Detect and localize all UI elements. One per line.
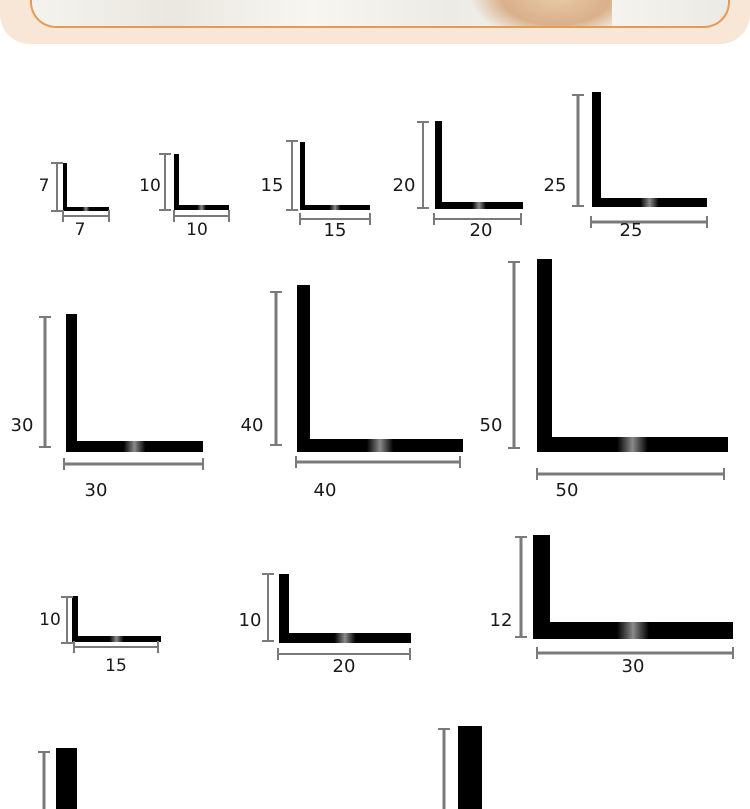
height-label: 10 bbox=[139, 176, 161, 196]
profile-vertical-leg bbox=[537, 259, 552, 452]
height-label: 7 bbox=[38, 176, 50, 196]
profile-vertical-leg bbox=[174, 154, 179, 210]
width-label: 30 bbox=[84, 480, 108, 501]
profile-horizontal-leg bbox=[592, 198, 707, 207]
width-label: 30 bbox=[621, 656, 645, 677]
width-label: 20 bbox=[332, 656, 356, 677]
height-label: 12 bbox=[489, 610, 513, 631]
height-label: 40 bbox=[240, 415, 264, 436]
profile-horizontal-leg bbox=[66, 441, 203, 452]
profile-vertical-leg bbox=[63, 163, 67, 211]
profile-vertical-leg bbox=[66, 314, 77, 452]
profile-horizontal-leg bbox=[537, 437, 728, 452]
profile-horizontal-leg bbox=[533, 622, 733, 639]
width-label: 7 bbox=[74, 220, 86, 240]
profile-vertical-leg bbox=[592, 92, 601, 207]
profile-vertical-leg bbox=[297, 285, 310, 452]
width-label: 15 bbox=[105, 656, 127, 676]
height-label: 50 bbox=[479, 415, 503, 436]
width-label: 40 bbox=[313, 480, 337, 501]
profile-horizontal-leg bbox=[174, 205, 229, 210]
profile-horizontal-leg bbox=[72, 636, 161, 642]
profile-horizontal-leg bbox=[435, 202, 523, 209]
height-label: 25 bbox=[543, 175, 567, 196]
profile-vertical-leg bbox=[435, 121, 442, 209]
profile-horizontal-leg bbox=[279, 633, 411, 643]
profile-vertical-leg bbox=[279, 574, 289, 643]
width-label: 20 bbox=[469, 220, 493, 241]
height-label: 30 bbox=[10, 415, 34, 436]
width-label: 15 bbox=[323, 220, 347, 241]
height-label: 15 bbox=[260, 175, 284, 196]
width-label: 25 bbox=[619, 220, 643, 241]
height-label: 10 bbox=[39, 610, 61, 630]
profile-vertical-leg bbox=[72, 596, 78, 642]
profile-horizontal-leg bbox=[63, 207, 109, 211]
height-label: 10 bbox=[238, 610, 262, 631]
profile-vertical-leg bbox=[300, 142, 305, 210]
profile-horizontal-leg bbox=[300, 205, 370, 210]
profile-vertical-leg bbox=[56, 748, 77, 809]
width-label: 10 bbox=[186, 220, 208, 240]
width-label: 50 bbox=[555, 480, 579, 501]
profile-vertical-leg bbox=[458, 726, 482, 809]
profile-horizontal-leg bbox=[297, 439, 463, 452]
height-label: 20 bbox=[392, 175, 416, 196]
